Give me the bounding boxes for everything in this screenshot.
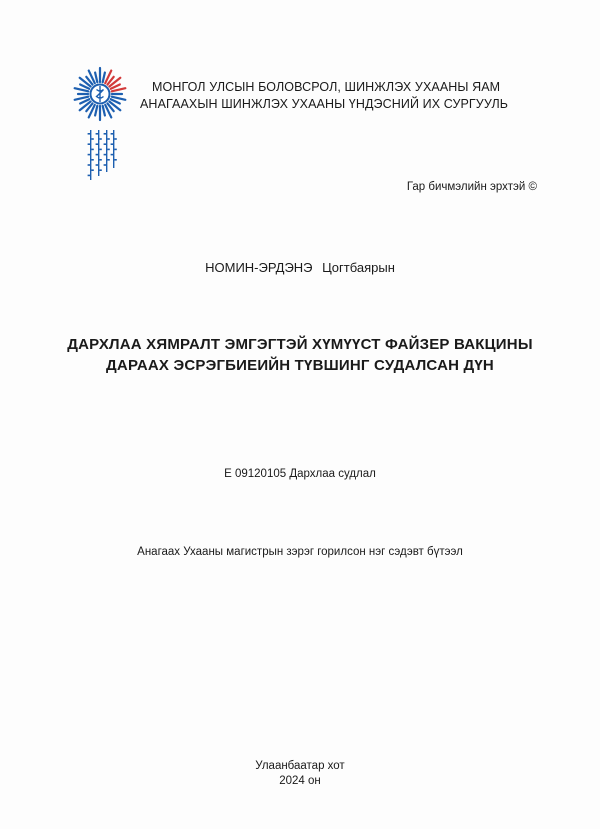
degree-statement: Анагаах Ухааны магистрын зэрэг горилсон нэг сэдэвт бүтээл [137, 546, 463, 558]
city: Улаанбаатар хот [255, 760, 345, 772]
author-family-name: Цогтбаярын [322, 260, 395, 275]
author-given-name: НОМИН-ЭРДЭНЭ [205, 260, 313, 275]
ministry-name: МОНГОЛ УЛСЫН БОЛОВСРОЛ, ШИНЖЛЭХ УХААНЫ ЯАМ [152, 80, 501, 94]
university-logo [70, 66, 130, 200]
institution-header [140, 79, 560, 113]
author-name [0, 260, 600, 275]
place-and-year [0, 759, 600, 789]
specialty-code: E 09120105 Дархлаа судлал [224, 468, 376, 480]
mongolian-script-mark [88, 130, 117, 180]
thesis-title-line-2: ДАРААХ ЭСРЭГБИЕИЙН ТҮВШИНГ СУДАЛСАН ДҮН [106, 357, 494, 374]
year: 2024 он [279, 775, 321, 787]
copyright-notice: Гар бичмэлийн эрхтэй © [406, 181, 537, 193]
university-emblem-icon [70, 66, 130, 200]
thesis-title-line-1: ДАРХЛАА ХЯМРАЛТ ЭМГЭГТЭЙ ХҮМҮҮСТ ФАЙЗЕР ВАКЦИНЫ [67, 336, 533, 353]
university-name: АНАГААХЫН ШИНЖЛЭХ УХААНЫ ҮНДЭСНИЙ ИХ СУРГУУЛЬ [140, 97, 509, 111]
thesis-title [0, 334, 600, 376]
